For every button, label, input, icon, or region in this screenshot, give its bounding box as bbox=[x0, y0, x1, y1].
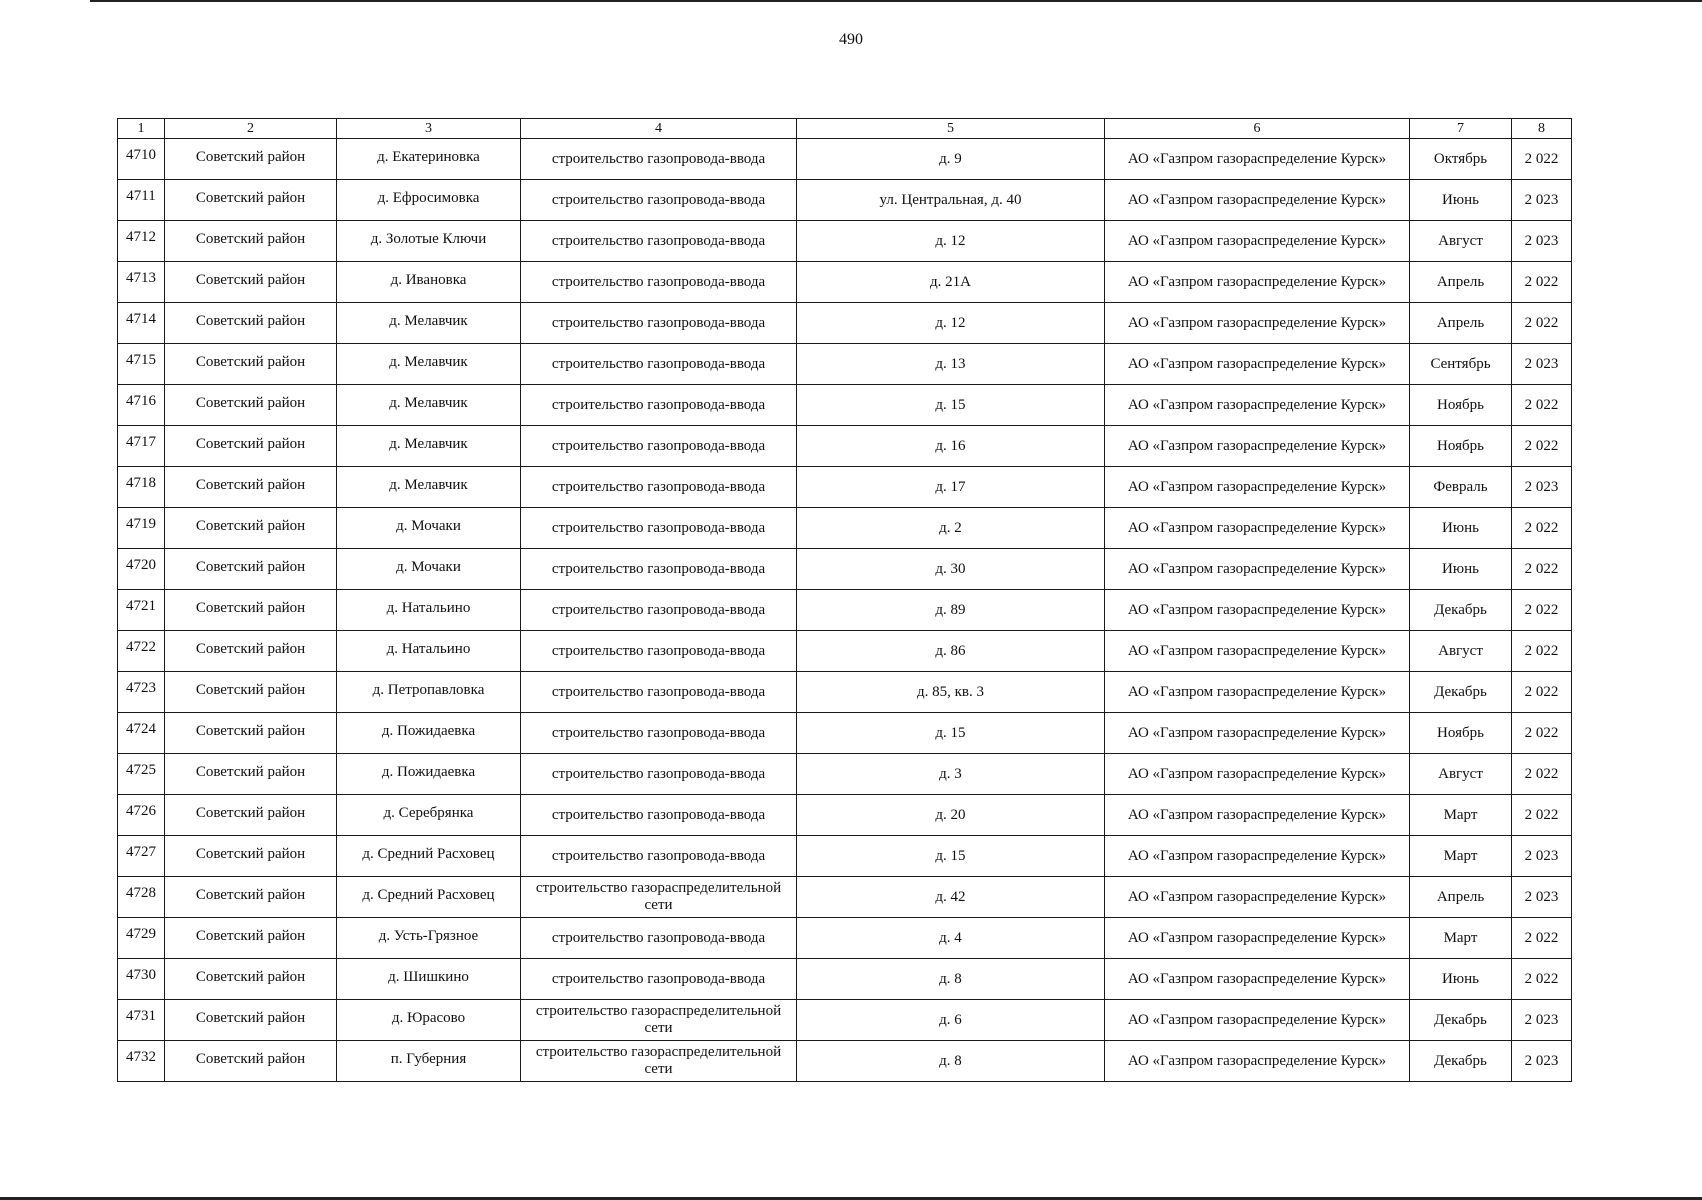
row-number-cell: 4719 bbox=[118, 508, 165, 549]
address-cell: д. 21А bbox=[797, 262, 1105, 303]
row-number-cell: 4714 bbox=[118, 303, 165, 344]
work-type-cell: строительство газораспределительной сети bbox=[521, 1041, 797, 1082]
district-cell: Советский район bbox=[165, 385, 337, 426]
month-cell: Март bbox=[1410, 836, 1512, 877]
row-number-cell: 4723 bbox=[118, 672, 165, 713]
year-cell: 2 022 bbox=[1512, 262, 1572, 303]
work-type-cell: строительство газопровода-ввода bbox=[521, 467, 797, 508]
address-cell: д. 9 bbox=[797, 139, 1105, 180]
operator-cell: АО «Газпром газораспределение Курск» bbox=[1105, 836, 1410, 877]
settlement-cell: д. Мелавчик bbox=[337, 385, 521, 426]
month-cell: Август bbox=[1410, 221, 1512, 262]
settlement-cell: д. Мочаки bbox=[337, 549, 521, 590]
settlement-cell: д. Пожидаевка bbox=[337, 754, 521, 795]
settlement-cell: д. Серебрянка bbox=[337, 795, 521, 836]
settlement-cell: д. Средний Расховец bbox=[337, 877, 521, 918]
district-cell: Советский район bbox=[165, 590, 337, 631]
column-number-header: 1 bbox=[118, 119, 165, 139]
month-cell: Апрель bbox=[1410, 262, 1512, 303]
table-body bbox=[118, 139, 1572, 1082]
operator-cell: АО «Газпром газораспределение Курск» bbox=[1105, 672, 1410, 713]
row-number-cell: 4715 bbox=[118, 344, 165, 385]
year-cell: 2 023 bbox=[1512, 344, 1572, 385]
row-number-cell: 4712 bbox=[118, 221, 165, 262]
month-cell: Апрель bbox=[1410, 303, 1512, 344]
table-row bbox=[118, 1041, 1572, 1082]
table-row bbox=[118, 426, 1572, 467]
month-cell: Февраль bbox=[1410, 467, 1512, 508]
work-type-cell: строительство газопровода-ввода bbox=[521, 303, 797, 344]
address-cell: д. 4 bbox=[797, 918, 1105, 959]
settlement-cell: д. Петропавловка bbox=[337, 672, 521, 713]
address-cell: д. 3 bbox=[797, 754, 1105, 795]
district-cell: Советский район bbox=[165, 1000, 337, 1041]
address-cell: ул. Центральная, д. 40 bbox=[797, 180, 1105, 221]
district-cell: Советский район bbox=[165, 221, 337, 262]
settlement-cell: д. Натальино bbox=[337, 590, 521, 631]
district-cell: Советский район bbox=[165, 918, 337, 959]
month-cell: Ноябрь bbox=[1410, 713, 1512, 754]
address-cell: д. 42 bbox=[797, 877, 1105, 918]
column-number-header: 2 bbox=[165, 119, 337, 139]
address-cell: д. 15 bbox=[797, 713, 1105, 754]
settlement-cell: д. Мочаки bbox=[337, 508, 521, 549]
year-cell: 2 022 bbox=[1512, 795, 1572, 836]
table-row bbox=[118, 385, 1572, 426]
operator-cell: АО «Газпром газораспределение Курск» bbox=[1105, 303, 1410, 344]
operator-cell: АО «Газпром газораспределение Курск» bbox=[1105, 385, 1410, 426]
month-cell: Март bbox=[1410, 795, 1512, 836]
operator-cell: АО «Газпром газораспределение Курск» bbox=[1105, 754, 1410, 795]
district-cell: Советский район bbox=[165, 795, 337, 836]
table-row bbox=[118, 795, 1572, 836]
table-row bbox=[118, 180, 1572, 221]
address-cell: д. 15 bbox=[797, 836, 1105, 877]
settlement-cell: д. Натальино bbox=[337, 631, 521, 672]
year-cell: 2 022 bbox=[1512, 508, 1572, 549]
operator-cell: АО «Газпром газораспределение Курск» bbox=[1105, 918, 1410, 959]
year-cell: 2 022 bbox=[1512, 590, 1572, 631]
table-row bbox=[118, 631, 1572, 672]
operator-cell: АО «Газпром газораспределение Курск» bbox=[1105, 180, 1410, 221]
district-cell: Советский район bbox=[165, 180, 337, 221]
work-type-cell: строительство газопровода-ввода bbox=[521, 139, 797, 180]
operator-cell: АО «Газпром газораспределение Курск» bbox=[1105, 426, 1410, 467]
page-number: 490 bbox=[839, 31, 863, 48]
district-cell: Советский район bbox=[165, 426, 337, 467]
address-cell: д. 16 bbox=[797, 426, 1105, 467]
district-cell: Советский район bbox=[165, 836, 337, 877]
scan-top-edge bbox=[90, 0, 1702, 2]
month-cell: Апрель bbox=[1410, 877, 1512, 918]
month-cell: Июнь bbox=[1410, 549, 1512, 590]
month-cell: Июнь bbox=[1410, 508, 1512, 549]
row-number-cell: 4718 bbox=[118, 467, 165, 508]
table-row bbox=[118, 344, 1572, 385]
operator-cell: АО «Газпром газораспределение Курск» bbox=[1105, 262, 1410, 303]
row-number-cell: 4728 bbox=[118, 877, 165, 918]
table-row bbox=[118, 549, 1572, 590]
row-number-cell: 4711 bbox=[118, 180, 165, 221]
district-cell: Советский район bbox=[165, 262, 337, 303]
row-number-cell: 4721 bbox=[118, 590, 165, 631]
month-cell: Август bbox=[1410, 754, 1512, 795]
address-cell: д. 30 bbox=[797, 549, 1105, 590]
address-cell: д. 20 bbox=[797, 795, 1105, 836]
row-number-cell: 4732 bbox=[118, 1041, 165, 1082]
row-number-cell: 4713 bbox=[118, 262, 165, 303]
district-cell: Советский район bbox=[165, 139, 337, 180]
operator-cell: АО «Газпром газораспределение Курск» bbox=[1105, 221, 1410, 262]
work-type-cell: строительство газопровода-ввода bbox=[521, 344, 797, 385]
table-row bbox=[118, 754, 1572, 795]
address-cell: д. 12 bbox=[797, 303, 1105, 344]
operator-cell: АО «Газпром газораспределение Курск» bbox=[1105, 795, 1410, 836]
work-type-cell: строительство газопровода-ввода bbox=[521, 508, 797, 549]
table-row bbox=[118, 303, 1572, 344]
work-type-cell: строительство газопровода-ввода bbox=[521, 672, 797, 713]
district-cell: Советский район bbox=[165, 549, 337, 590]
table-row bbox=[118, 959, 1572, 1000]
month-cell: Июнь bbox=[1410, 959, 1512, 1000]
year-cell: 2 022 bbox=[1512, 385, 1572, 426]
table-row bbox=[118, 590, 1572, 631]
column-number-header: 6 bbox=[1105, 119, 1410, 139]
month-cell: Декабрь bbox=[1410, 1000, 1512, 1041]
district-cell: Советский район bbox=[165, 713, 337, 754]
month-cell: Ноябрь bbox=[1410, 385, 1512, 426]
year-cell: 2 023 bbox=[1512, 221, 1572, 262]
work-type-cell: строительство газопровода-ввода bbox=[521, 426, 797, 467]
gasification-schedule-table bbox=[117, 118, 1572, 1082]
month-cell: Декабрь bbox=[1410, 1041, 1512, 1082]
table-row bbox=[118, 1000, 1572, 1041]
operator-cell: АО «Газпром газораспределение Курск» bbox=[1105, 877, 1410, 918]
month-cell: Декабрь bbox=[1410, 590, 1512, 631]
table-row bbox=[118, 918, 1572, 959]
row-number-cell: 4717 bbox=[118, 426, 165, 467]
work-type-cell: строительство газораспределительной сети bbox=[521, 1000, 797, 1041]
year-cell: 2 023 bbox=[1512, 180, 1572, 221]
operator-cell: АО «Газпром газораспределение Курск» bbox=[1105, 631, 1410, 672]
month-cell: Ноябрь bbox=[1410, 426, 1512, 467]
table-row bbox=[118, 139, 1572, 180]
address-cell: д. 8 bbox=[797, 1041, 1105, 1082]
year-cell: 2 022 bbox=[1512, 549, 1572, 590]
district-cell: Советский район bbox=[165, 508, 337, 549]
address-cell: д. 15 bbox=[797, 385, 1105, 426]
year-cell: 2 022 bbox=[1512, 672, 1572, 713]
district-cell: Советский район bbox=[165, 754, 337, 795]
settlement-cell: д. Мелавчик bbox=[337, 426, 521, 467]
district-cell: Советский район bbox=[165, 1041, 337, 1082]
table-row bbox=[118, 836, 1572, 877]
operator-cell: АО «Газпром газораспределение Курск» bbox=[1105, 959, 1410, 1000]
settlement-cell: д. Пожидаевка bbox=[337, 713, 521, 754]
row-number-cell: 4716 bbox=[118, 385, 165, 426]
settlement-cell: д. Ефросимовка bbox=[337, 180, 521, 221]
row-number-cell: 4727 bbox=[118, 836, 165, 877]
month-cell: Март bbox=[1410, 918, 1512, 959]
district-cell: Советский район bbox=[165, 344, 337, 385]
settlement-cell: д. Мелавчик bbox=[337, 344, 521, 385]
year-cell: 2 022 bbox=[1512, 754, 1572, 795]
operator-cell: АО «Газпром газораспределение Курск» bbox=[1105, 139, 1410, 180]
settlement-cell: д. Ивановка bbox=[337, 262, 521, 303]
address-cell: д. 8 bbox=[797, 959, 1105, 1000]
year-cell: 2 023 bbox=[1512, 1000, 1572, 1041]
year-cell: 2 022 bbox=[1512, 426, 1572, 467]
column-number-header: 3 bbox=[337, 119, 521, 139]
year-cell: 2 022 bbox=[1512, 918, 1572, 959]
district-cell: Советский район bbox=[165, 672, 337, 713]
work-type-cell: строительство газопровода-ввода bbox=[521, 262, 797, 303]
work-type-cell: строительство газопровода-ввода bbox=[521, 385, 797, 426]
row-number-cell: 4730 bbox=[118, 959, 165, 1000]
work-type-cell: строительство газопровода-ввода bbox=[521, 713, 797, 754]
work-type-cell: строительство газопровода-ввода bbox=[521, 590, 797, 631]
table-row bbox=[118, 672, 1572, 713]
operator-cell: АО «Газпром газораспределение Курск» bbox=[1105, 549, 1410, 590]
row-number-cell: 4729 bbox=[118, 918, 165, 959]
district-cell: Советский район bbox=[165, 631, 337, 672]
address-cell: д. 2 bbox=[797, 508, 1105, 549]
month-cell: Октябрь bbox=[1410, 139, 1512, 180]
settlement-cell: д. Средний Расховец bbox=[337, 836, 521, 877]
column-number-header: 8 bbox=[1512, 119, 1572, 139]
year-cell: 2 023 bbox=[1512, 836, 1572, 877]
address-cell: д. 13 bbox=[797, 344, 1105, 385]
year-cell: 2 022 bbox=[1512, 713, 1572, 754]
row-number-cell: 4720 bbox=[118, 549, 165, 590]
table-row bbox=[118, 877, 1572, 918]
column-number-row bbox=[118, 119, 1572, 139]
address-cell: д. 86 bbox=[797, 631, 1105, 672]
operator-cell: АО «Газпром газораспределение Курск» bbox=[1105, 590, 1410, 631]
year-cell: 2 023 bbox=[1512, 467, 1572, 508]
year-cell: 2 022 bbox=[1512, 139, 1572, 180]
work-type-cell: строительство газопровода-ввода bbox=[521, 795, 797, 836]
work-type-cell: строительство газопровода-ввода bbox=[521, 549, 797, 590]
work-type-cell: строительство газопровода-ввода bbox=[521, 754, 797, 795]
year-cell: 2 022 bbox=[1512, 303, 1572, 344]
month-cell: Сентябрь bbox=[1410, 344, 1512, 385]
operator-cell: АО «Газпром газораспределение Курск» bbox=[1105, 344, 1410, 385]
month-cell: Август bbox=[1410, 631, 1512, 672]
row-number-cell: 4725 bbox=[118, 754, 165, 795]
district-cell: Советский район bbox=[165, 467, 337, 508]
year-cell: 2 023 bbox=[1512, 1041, 1572, 1082]
table-row bbox=[118, 262, 1572, 303]
work-type-cell: строительство газопровода-ввода bbox=[521, 631, 797, 672]
operator-cell: АО «Газпром газораспределение Курск» bbox=[1105, 1000, 1410, 1041]
work-type-cell: строительство газопровода-ввода bbox=[521, 959, 797, 1000]
table-row bbox=[118, 508, 1572, 549]
address-cell: д. 12 bbox=[797, 221, 1105, 262]
table-row bbox=[118, 467, 1572, 508]
operator-cell: АО «Газпром газораспределение Курск» bbox=[1105, 467, 1410, 508]
settlement-cell: д. Золотые Ключи bbox=[337, 221, 521, 262]
district-cell: Советский район bbox=[165, 877, 337, 918]
month-cell: Июнь bbox=[1410, 180, 1512, 221]
address-cell: д. 17 bbox=[797, 467, 1105, 508]
address-cell: д. 6 bbox=[797, 1000, 1105, 1041]
settlement-cell: п. Губерния bbox=[337, 1041, 521, 1082]
operator-cell: АО «Газпром газораспределение Курск» bbox=[1105, 1041, 1410, 1082]
work-type-cell: строительство газопровода-ввода bbox=[521, 918, 797, 959]
work-type-cell: строительство газопровода-ввода bbox=[521, 180, 797, 221]
operator-cell: АО «Газпром газораспределение Курск» bbox=[1105, 508, 1410, 549]
settlement-cell: д. Мелавчик bbox=[337, 467, 521, 508]
table-row bbox=[118, 713, 1572, 754]
address-cell: д. 89 bbox=[797, 590, 1105, 631]
work-type-cell: строительство газораспределительной сети bbox=[521, 877, 797, 918]
operator-cell: АО «Газпром газораспределение Курск» bbox=[1105, 713, 1410, 754]
settlement-cell: д. Шишкино bbox=[337, 959, 521, 1000]
row-number-cell: 4731 bbox=[118, 1000, 165, 1041]
settlement-cell: д. Юрасово bbox=[337, 1000, 521, 1041]
year-cell: 2 023 bbox=[1512, 877, 1572, 918]
row-number-cell: 4722 bbox=[118, 631, 165, 672]
column-number-header: 7 bbox=[1410, 119, 1512, 139]
column-number-header: 4 bbox=[521, 119, 797, 139]
work-type-cell: строительство газопровода-ввода bbox=[521, 836, 797, 877]
work-type-cell: строительство газопровода-ввода bbox=[521, 221, 797, 262]
settlement-cell: д. Екатериновка bbox=[337, 139, 521, 180]
year-cell: 2 022 bbox=[1512, 631, 1572, 672]
settlement-cell: д. Усть-Грязное bbox=[337, 918, 521, 959]
settlement-cell: д. Мелавчик bbox=[337, 303, 521, 344]
year-cell: 2 022 bbox=[1512, 959, 1572, 1000]
district-cell: Советский район bbox=[165, 303, 337, 344]
row-number-cell: 4724 bbox=[118, 713, 165, 754]
row-number-cell: 4726 bbox=[118, 795, 165, 836]
table-row bbox=[118, 221, 1572, 262]
address-cell: д. 85, кв. 3 bbox=[797, 672, 1105, 713]
district-cell: Советский район bbox=[165, 959, 337, 1000]
row-number-cell: 4710 bbox=[118, 139, 165, 180]
column-number-header: 5 bbox=[797, 119, 1105, 139]
month-cell: Декабрь bbox=[1410, 672, 1512, 713]
